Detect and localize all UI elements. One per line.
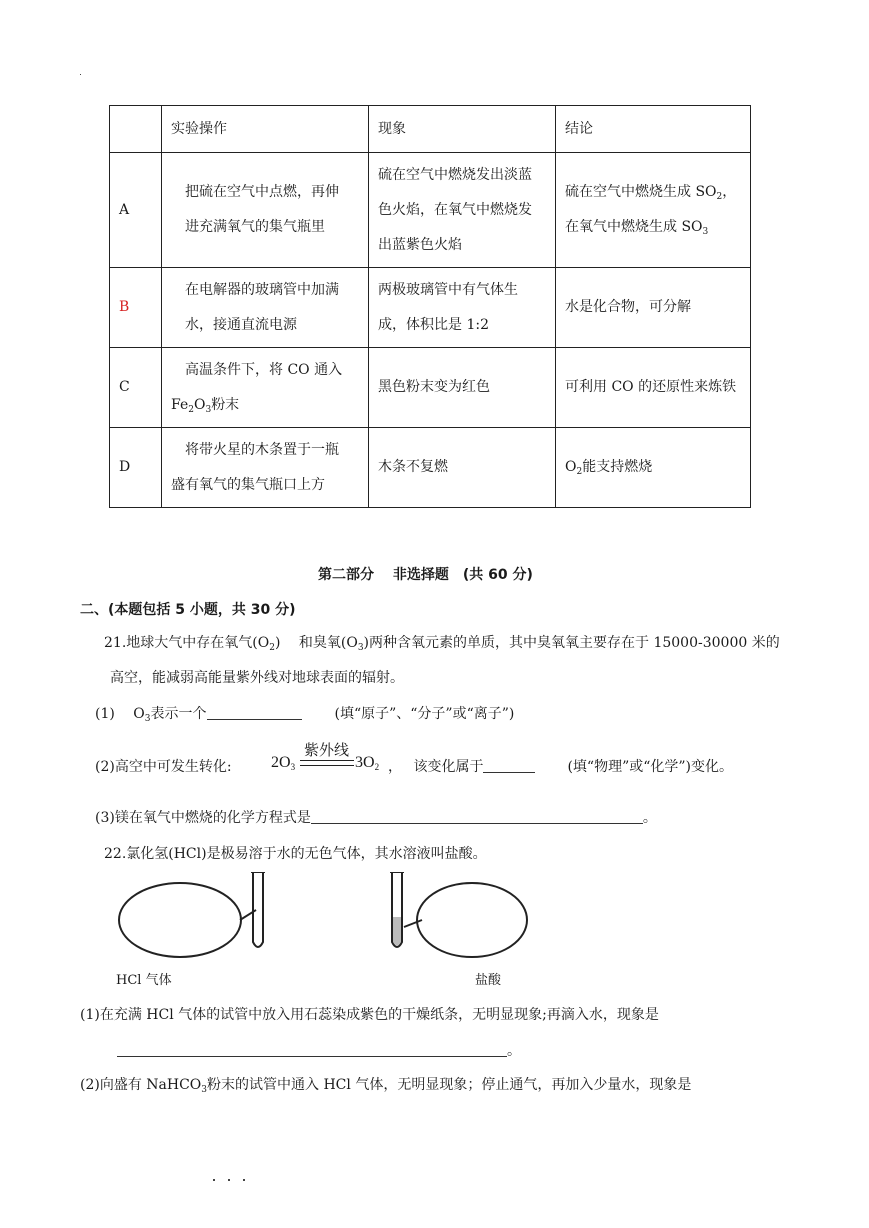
table-header-cell: 实验操作 — [162, 106, 369, 153]
row-label: C — [110, 348, 162, 428]
text: 。 — [507, 1043, 521, 1059]
q21-part-3 — [95, 807, 657, 827]
subscript: 3 — [144, 714, 151, 724]
operation-cell — [162, 153, 369, 268]
q21-line-1 — [104, 632, 780, 652]
text: )两种含氧元素的单质，其中臭氧氧主要存在于 15000-30000 米的 — [363, 635, 780, 651]
q21-part-2-tail — [388, 756, 733, 776]
scan-dot — [80, 74, 81, 75]
phenomenon-cell — [369, 153, 556, 268]
cell-line: 把硫在空气中点燃，再伸 — [185, 184, 339, 200]
answer-blank[interactable] — [207, 705, 302, 720]
text: 在氧气中燃烧生成 SO — [565, 219, 703, 235]
reaction-left — [271, 754, 295, 772]
cell-line: 两极玻璃管中有气体生 — [378, 281, 518, 298]
text: 粉末 — [211, 396, 240, 413]
text: ， — [722, 184, 737, 200]
conclusion-cell: 可利用 CO 的还原性来炼铁 — [556, 348, 751, 428]
footer-dot — [213, 1179, 215, 1181]
text: 表示一个 — [150, 706, 207, 722]
text: (3)镁在氧气中燃烧的化学方程式是 — [95, 810, 311, 826]
text: (1) O — [95, 706, 145, 722]
conclusion-cell — [556, 428, 751, 508]
figure-label-hydrochloric-acid: 盐酸 — [475, 973, 502, 988]
subscript: 3 — [357, 643, 364, 653]
q22-title: 22.氯化氢(HCl)是极易溶于水的无色气体，其水溶液叫盐酸。 — [104, 846, 487, 862]
cell-line: 高温条件下，将 CO 通入 — [185, 361, 343, 378]
cell-line — [171, 388, 359, 423]
text: 3O — [355, 754, 375, 771]
cell-line: 进充满氧气的集气瓶里 — [185, 219, 325, 235]
conclusion-cell: 水是化合物，可分解 — [556, 268, 751, 348]
subscript: 3 — [702, 227, 709, 237]
table-header-cell: 现象 — [369, 106, 556, 153]
q22-part-1: (1)在充满 HCl 气体的试管中放入用石蕊染成紫色的干燥纸条，无明显现象;再滴入水，现象是 — [80, 1007, 659, 1023]
text: 。 — [642, 810, 657, 826]
text: O — [193, 396, 206, 413]
text: (2)高空中可发生转化: — [95, 759, 232, 775]
table-row — [110, 153, 751, 268]
cell-line: 成，体积比是 1:2 — [378, 316, 489, 333]
section-subtitle: 二、(本题包括 5 小题，共 30 分) — [80, 602, 296, 618]
equal-sign — [300, 760, 354, 766]
footer-dot — [228, 1179, 230, 1181]
phenomenon-cell — [369, 268, 556, 348]
text: (填“物理”或“化学”)变化。 — [567, 759, 734, 775]
operation-cell — [162, 428, 369, 508]
subscript: 2 — [269, 643, 275, 653]
row-label: D — [110, 428, 162, 508]
text: 硫在空气中燃烧生成 SO — [565, 184, 717, 200]
cell-line: 将带火星的木条置于一瓶 — [185, 441, 339, 458]
text: 21.地球大气中存在氧气(O — [104, 635, 270, 651]
q21-part-1 — [95, 703, 514, 723]
subscript: 2 — [374, 762, 380, 772]
cell-line: 在电解器的玻璃管中加满 — [185, 281, 339, 298]
phenomenon-cell: 木条不复燃 — [369, 428, 556, 508]
table-header-row — [110, 106, 751, 153]
cell-line: 盛有氧气的集气瓶口上方 — [171, 476, 325, 493]
phenomenon-cell: 黑色粉末变为红色 — [369, 348, 556, 428]
table-row — [110, 428, 751, 508]
q22-part-2 — [80, 1074, 691, 1094]
figure-label-hcl-gas: HCl 气体 — [116, 973, 172, 988]
answer-blank[interactable] — [117, 1042, 507, 1057]
reaction-right — [355, 754, 379, 772]
cell-line: 色火焰，在氧气中燃烧发 — [378, 201, 532, 218]
cell-line: 水，接通直流电源 — [185, 316, 297, 333]
text: Fe — [171, 396, 189, 413]
text: ) 和臭氧(O — [274, 635, 358, 651]
experiment-table — [109, 105, 751, 508]
text: 能支持燃烧 — [582, 459, 653, 475]
text: ， 该变化属于 — [388, 759, 484, 775]
hcl-gas-test-tube-icon — [119, 872, 265, 957]
text: 2O — [271, 754, 291, 771]
table-row — [110, 268, 751, 348]
q22-part-1-answer — [117, 1040, 521, 1060]
section-title: 第二部分 非选择题 (共 60 分) — [318, 567, 533, 583]
table-header-cell — [110, 106, 162, 153]
cell-line — [565, 210, 741, 245]
text: O — [565, 459, 577, 475]
q21-line-2: 高空，能减弱高能量紫外线对地球表面的辐射。 — [110, 670, 404, 686]
row-label: B — [110, 268, 162, 348]
subscript: 2 — [576, 467, 583, 477]
text: (2)向盛有 NaHCO — [80, 1077, 202, 1093]
operation-cell — [162, 268, 369, 348]
text: (填“原子”、“分子”或“离子”) — [334, 706, 515, 722]
hydrochloric-acid-test-tube-icon — [390, 872, 527, 957]
table-row — [110, 348, 751, 428]
footer-dot — [243, 1179, 245, 1181]
hcl-figure — [115, 872, 555, 962]
text: 粉末的试管中通入 HCl 气体，无明显现象；停止通气，再加入少量水，现象是 — [207, 1077, 692, 1093]
row-label: A — [110, 153, 162, 268]
q21-part-2 — [95, 756, 232, 776]
cell-line: 硫在空气中燃烧发出淡蓝 — [378, 166, 532, 183]
reaction-condition: 紫外线 — [304, 741, 350, 759]
subscript: 3 — [205, 404, 212, 415]
cell-line — [565, 175, 741, 210]
subscript: 2 — [716, 192, 723, 202]
subscript: 2 — [188, 404, 194, 415]
subscript: 3 — [201, 1085, 208, 1095]
answer-blank[interactable] — [311, 809, 643, 824]
operation-cell — [162, 348, 369, 428]
cell-line: 出蓝紫色火焰 — [378, 236, 462, 253]
conclusion-cell — [556, 153, 751, 268]
table-header-cell: 结论 — [556, 106, 751, 153]
answer-blank[interactable] — [483, 758, 535, 773]
subscript: 3 — [290, 762, 296, 772]
